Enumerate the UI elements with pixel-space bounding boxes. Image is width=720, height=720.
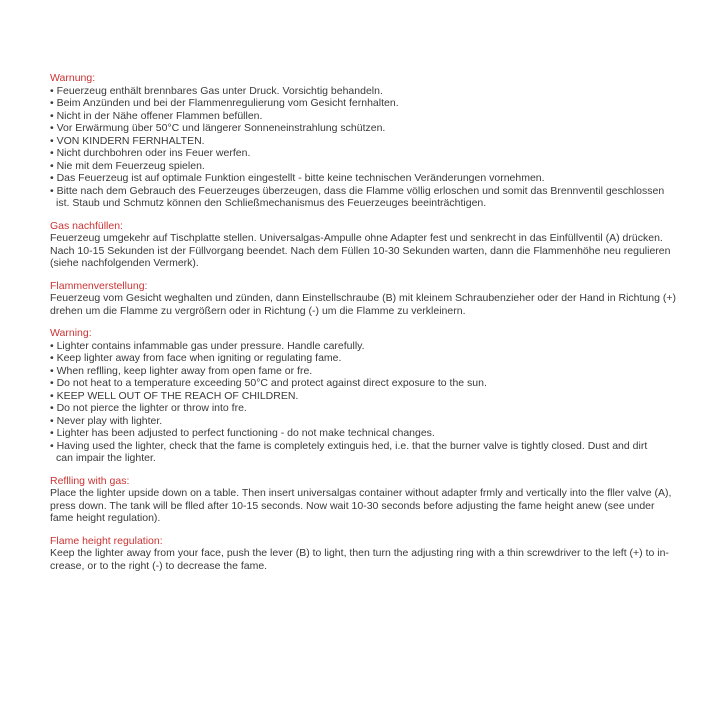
bullet-line: • Never play with lighter. <box>50 414 163 427</box>
text-line: press down. The tank will be flled after 10-15 seconds. Now wait 10-30 seconds before adjusting the fame height anew (see under <box>50 499 655 512</box>
text-line: fame height regulation). <box>50 512 161 524</box>
bullet-line: • Do not heat to a temperature exceeding 50°C and protect against direct exposure to the sun. <box>50 377 487 389</box>
section-warnung-de <box>50 72 678 210</box>
bullet-line: • Bitte nach dem Gebrauch des Feuerzeuges überzeugen, dass die Flamme völlig erloschen und somit das Brennventil geschlossen <box>50 184 665 197</box>
section-gas-nachfuellen-de <box>50 220 678 270</box>
bullet-line: ist. Staub und Schmutz können den Schließmechanismus des Feuerzeuges beeinträchtigen. <box>56 197 487 209</box>
text-line: Feuerzeug umgekehr auf Tischplatte stellen. Universalgas-Ampulle ohne Adapter fest und senkrecht in das Einfüllventil (A) drücken. <box>50 232 663 244</box>
section-heading: Flame height regulation: <box>50 534 163 547</box>
text-line: Nach 10-15 Sekunden ist der Füllvorgang beendet. Nach dem Füllen 10-30 Sekunden warten, dann die Flammenhöhe neu regulieren <box>50 244 671 257</box>
section-heading: Warnung: <box>50 72 96 84</box>
section-heading: Flammenverstellung: <box>50 279 148 292</box>
text-line: crease, or to the right (-) to decrease the fame. <box>50 559 268 572</box>
section-flammenverstellung-de <box>50 280 678 318</box>
bullet-line: can impair the lighter. <box>56 452 156 464</box>
bullet-line: • Lighter has been adjusted to perfect functioning - do not make technical changes. <box>50 427 435 439</box>
bullet-line: • Nie mit dem Feuerzeug spielen. <box>50 159 205 172</box>
section-heading: Reflling with gas: <box>50 474 130 487</box>
bullet-line: • Nicht durchbohren oder ins Feuer werfen. <box>50 147 251 159</box>
section-heading: Warning: <box>50 327 92 339</box>
bullet-line: • Keep lighter away from face when igniting or regulating fame. <box>50 352 342 364</box>
text-line: drehen um die Flamme zu vergrößern oder in Richtung (-) um die Flamme zu verkleinern. <box>50 304 466 317</box>
bullet-line: • Having used the lighter, check that the fame is completely extinguis hed, i.e. that the burner valve is tightly closed. Dust and dirt <box>50 439 648 452</box>
bullet-line: • Nicht in der Nähe offener Flammen befüllen. <box>50 109 263 122</box>
text-line: Feuerzeug vom Gesicht weghalten und zünden, dann Einstellschraube (B) mit kleinem Schraubenzieher oder der Hand in Richtung (+) <box>50 292 676 304</box>
text-line: Keep the lighter away from your face, push the lever (B) to light, then turn the adjusting ring with a thin screwdriver to the left (+) to in- <box>50 547 669 559</box>
bullet-line: • VON KINDERN FERNHALTEN. <box>50 134 205 147</box>
bullet-line: • Feuerzeug enthält brennbares Gas unter Druck. Vorsichtig behandeln. <box>50 84 383 97</box>
bullet-line: • Beim Anzünden und bei der Flammenregulierung vom Gesicht fernhalten. <box>50 97 399 109</box>
bullet-line: • When reflling, keep lighter away from open fame or fre. <box>50 364 313 377</box>
section-flame-height-regulation-en <box>50 535 678 573</box>
bullet-line: • Do not pierce the lighter or throw into fre. <box>50 402 247 414</box>
bullet-line: • Das Feuerzeug ist auf optimale Funktion eingestellt - bitte keine technischen Veränderungen vornehmen. <box>50 172 545 184</box>
bullet-line: • Vor Erwärmung über 50°C und längerer Sonneneinstrahlung schützen. <box>50 122 386 134</box>
bullet-line: • KEEP WELL OUT OF THE REACH OF CHILDREN. <box>50 389 299 402</box>
section-refilling-with-gas-en <box>50 475 678 525</box>
section-heading: Gas nachfüllen: <box>50 219 123 232</box>
bullet-line: • Lighter contains infammable gas under pressure. Handle carefully. <box>50 339 365 352</box>
text-line: Place the lighter upside down on a table. Then insert universalgas container without adapter frmly and vertically into the fller valve (A), <box>50 487 672 499</box>
section-warning-en <box>50 327 678 465</box>
text-line: (siehe nachfolgenden Vermerk). <box>50 257 199 269</box>
